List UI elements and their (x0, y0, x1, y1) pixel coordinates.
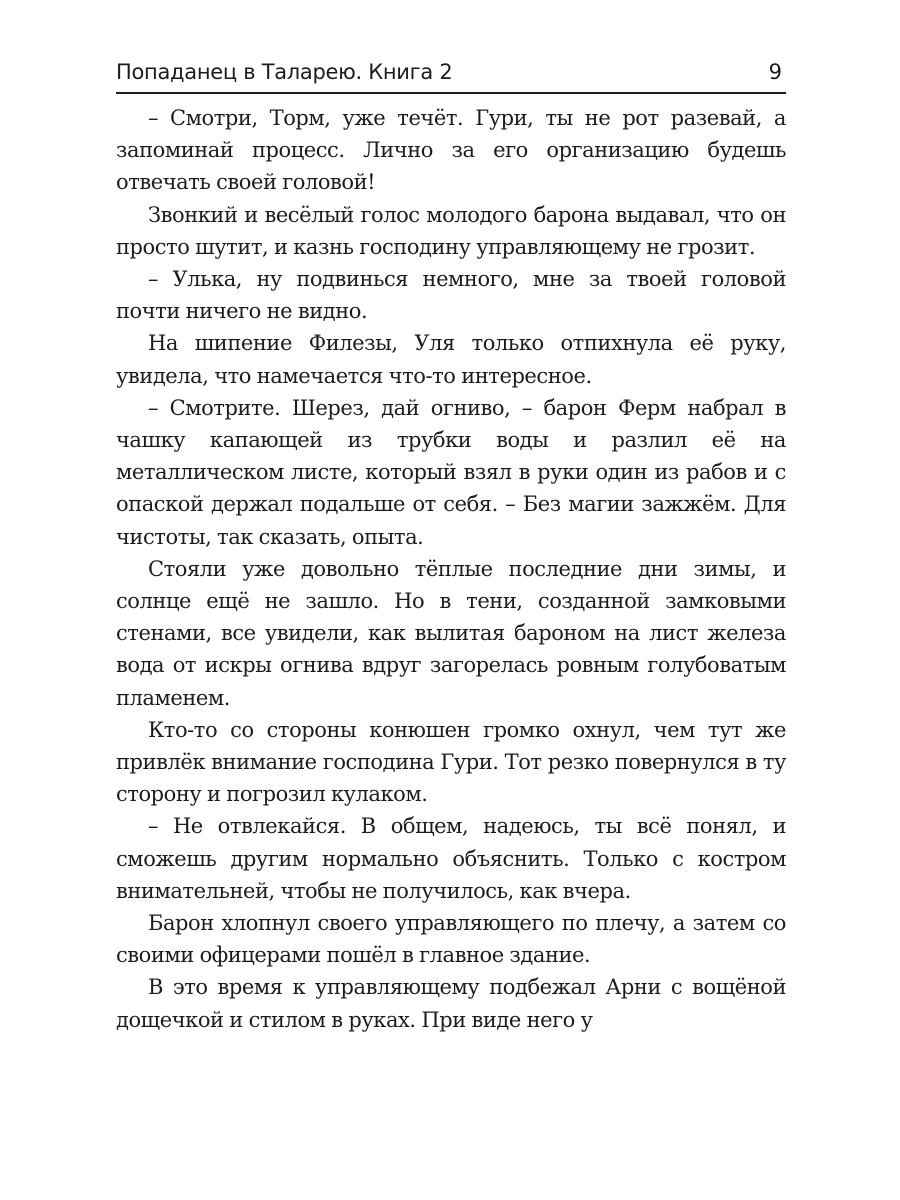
body-text (116, 102, 786, 1036)
paragraph: – Улька, ну подвинься немного, мне за твоей головой почти ничего не видно. (116, 267, 786, 324)
book-title: Попаданец в Таларею. Книга 2 (116, 60, 453, 84)
paragraph: – Смотрите. Шерез, дай огниво, – барон Ферм набрал в чашку капающей из трубки воды и разлил её на металлическом листе, который взял в руки один из рабов и с опаской держал подальше от себя. – Без магии зажжём. Для чистоты, так сказать, опыта. (116, 395, 786, 549)
paragraph: – Смотри, Торм, уже течёт. Гури, ты не рот разевай, а запоминай процесс. Лично за его организацию будешь отвечать своей головой! (116, 106, 786, 195)
running-header (116, 56, 786, 94)
paragraph: Кто-то со стороны конюшен громко охнул, чем тут же привлёк внимание господина Гури. Тот резко повернулся в ту сторону и погрозил кулаком. (116, 717, 786, 807)
paragraph: Звонкий и весёлый голос молодого барона выдавал, что он просто шутит, и казнь господину управляющему не грозит. (116, 202, 786, 259)
page-number: 9 (768, 60, 782, 84)
paragraph: Барон хлопнул своего управляющего по плечу, а затем со своими офицерами пошёл в главное здание. (116, 911, 786, 968)
paragraph: Стояли уже довольно тёплые последние дни зимы, и солнце ещё не зашло. Но в тени, созданной замковыми стенами, все увидели, как вылитая бароном на лист железа вода от искры огнива вдруг загорелась ровным голубоватым пламенем. (116, 556, 786, 710)
paragraph: На шипение Филезы, Уля только отпихнула её руку, увидела, что намечается что-то интересное. (116, 331, 786, 388)
paragraph: В это время к управляющему подбежал Арни с вощёной дощечкой и стилом в руках. При виде него у (116, 975, 786, 1032)
paragraph: – Не отвлекайся. В общем, надеюсь, ты всё понял, и сможешь другим нормально объяснить. Только с костром внимательней, чтобы не получилось, как вчера. (116, 814, 786, 903)
